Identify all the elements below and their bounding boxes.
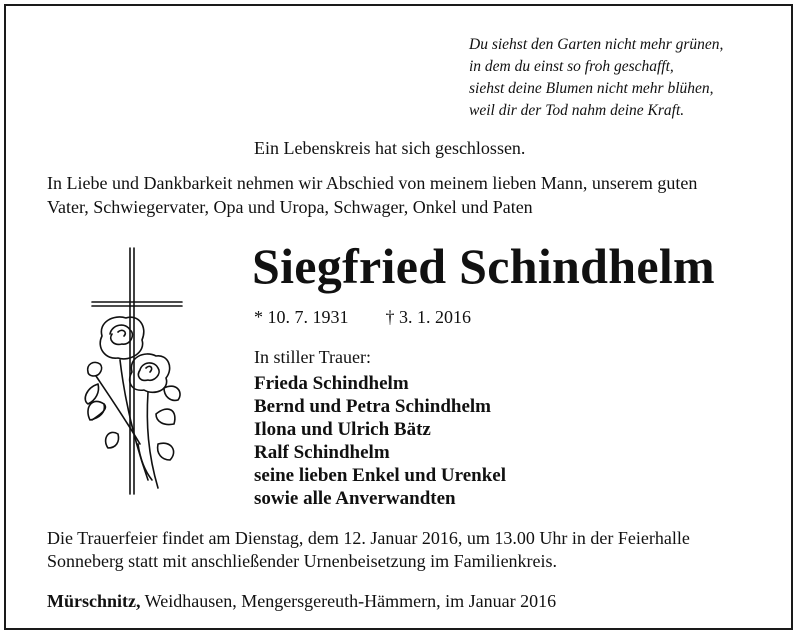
place-and-date: [47, 590, 556, 612]
mourner-5: seine lieben Enkel und Urenkel: [254, 465, 506, 486]
farewell-intro: [47, 171, 787, 219]
birth-date: * 10. 7. 1931: [254, 307, 349, 327]
mourner-1: Frieda Schindhelm: [254, 373, 409, 394]
poem: [469, 34, 779, 122]
intro-line-2: Vater, Schwiegervater, Opa und Uropa, Schwager, Onkel und Paten: [47, 197, 533, 217]
cross-with-roses-icon: [78, 244, 198, 504]
death-date: † 3. 1. 2016: [385, 307, 471, 327]
funeral-notice: [47, 527, 792, 573]
poem-line-4: weil dir der Tod nahm deine Kraft.: [469, 102, 685, 119]
mourner-2: Bernd und Petra Schindhelm: [254, 396, 492, 417]
mourner-3: Ilona und Ulrich Bätz: [254, 419, 431, 440]
deceased-name: Siegfried Schindhelm: [252, 238, 715, 294]
poem-line-1: Du siehst den Garten nicht mehr grünen,: [469, 36, 724, 53]
place-rest: Weidhausen, Mengersgereuth-Hämmern, im Januar 2016: [140, 591, 557, 611]
funeral-line-1: Die Trauerfeier findet am Dienstag, dem 12. Januar 2016, um 13.00 Uhr in der Feierhalle: [47, 528, 690, 548]
mourners-list: [254, 372, 506, 510]
life-dates: [254, 306, 471, 328]
place-town: Mürschnitz,: [47, 591, 141, 611]
intro-line-1: In Liebe und Dankbarkeit nehmen wir Abschied von meinem lieben Mann, unserem guten: [47, 173, 698, 193]
mourner-6: sowie alle Anverwandten: [254, 488, 456, 509]
mourning-label: In stiller Trauer:: [254, 347, 371, 367]
obituary-card: [4, 4, 793, 630]
closing-circle-line: Ein Lebenskreis hat sich geschlossen.: [254, 138, 526, 158]
poem-line-2: in dem du einst so froh geschafft,: [469, 58, 674, 75]
funeral-line-2: Sonneberg statt mit anschließender Urnenbeisetzung im Familienkreis.: [47, 551, 558, 571]
poem-line-3: siehst deine Blumen nicht mehr blühen,: [469, 80, 714, 97]
mourner-4: Ralf Schindhelm: [254, 442, 390, 463]
